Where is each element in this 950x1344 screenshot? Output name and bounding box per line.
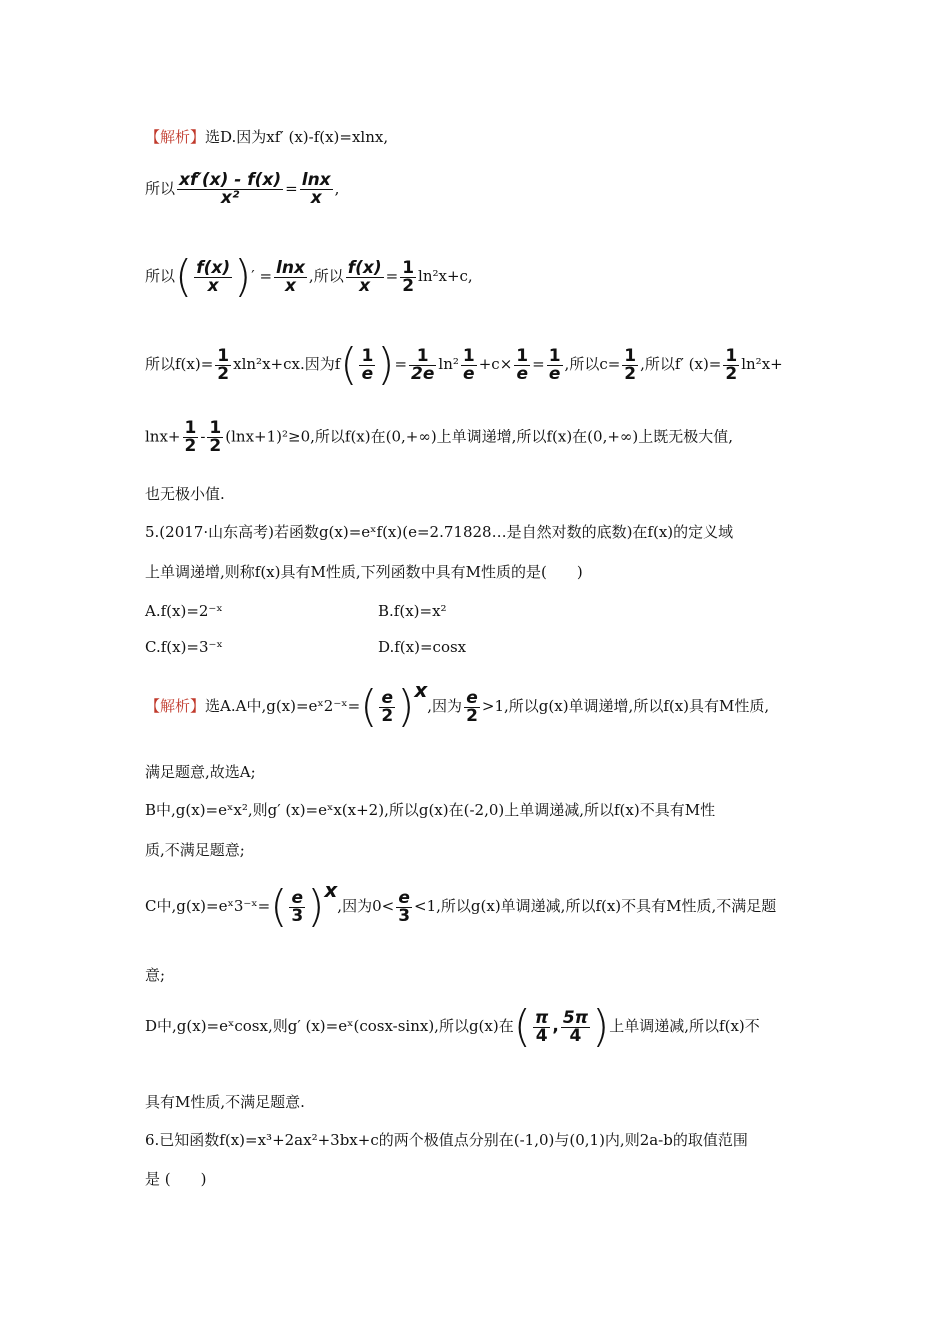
fraction [289, 887, 305, 926]
left-paren: ( [340, 339, 358, 390]
left-paren: ( [175, 251, 193, 302]
solution-5-line-7 [145, 1001, 760, 1052]
numerator: 5π [562, 1007, 589, 1028]
solution-line-1 [145, 130, 388, 145]
denominator: 2e [411, 363, 435, 384]
option-b: B.f(x)=x² [378, 602, 447, 620]
text: 选D.因为xf′ (x)-f(x)=xlnx, [205, 128, 389, 146]
solution-5-line-2: 满足题意,故选A; [145, 763, 256, 781]
text: ,所以c= [564, 355, 621, 373]
text: , [334, 179, 340, 198]
option-d: D.f(x)=cosx [378, 638, 467, 656]
fraction [400, 257, 416, 296]
question-6-line-1: 6.已知函数f(x)=x³+2ax²+3bx+c的两个极值点分别在(-1,0)与(0,1)内,则2a-b的取值范围 [145, 1131, 748, 1149]
numerator: 1 [725, 345, 738, 366]
fraction [215, 345, 231, 384]
denominator: 3 [398, 905, 411, 926]
fraction [533, 1007, 550, 1046]
fraction [379, 687, 395, 726]
left-paren: ( [513, 1001, 531, 1052]
right-paren: ) [377, 339, 395, 390]
numerator: 1 [402, 257, 415, 278]
denominator: x [359, 275, 371, 296]
text: >1,所以g(x)单调递增,所以f(x)具有M性质, [481, 697, 770, 715]
text: ,所以f′ (x)= [640, 355, 722, 373]
text: ln² [438, 355, 459, 373]
denominator: 2 [184, 436, 197, 456]
solution-5-line-1 [145, 678, 770, 732]
text: ln²x+c, [418, 267, 473, 285]
text: ln²x+ [741, 355, 783, 373]
right-paren: ) [397, 681, 415, 732]
numerator: 1 [209, 418, 222, 438]
denominator: 2 [624, 363, 637, 384]
denominator: 4 [569, 1025, 582, 1046]
denominator: x [284, 275, 296, 296]
text: xln²x+cx.因为f [233, 355, 341, 373]
text: = [285, 179, 298, 198]
fraction [346, 257, 384, 296]
numerator: 1 [548, 345, 561, 366]
fraction [177, 172, 283, 207]
left-paren: ( [270, 881, 288, 932]
option-c: C.f(x)=3⁻ˣ [145, 638, 223, 656]
text: D中,g(x)=eˣcosx,则g′ (x)=eˣ(cosx-sinx),所以g(x)在 [145, 1017, 514, 1035]
denominator: x [207, 275, 219, 296]
text: - [200, 427, 206, 446]
numerator: e [398, 887, 410, 908]
denominator: e [548, 363, 561, 384]
fraction [561, 1007, 590, 1046]
text: lnx+ [145, 427, 181, 446]
denominator: e [516, 363, 528, 384]
solution-5-line-6: 意; [145, 966, 166, 984]
numerator: 1 [516, 345, 529, 366]
numerator: π [534, 1007, 549, 1028]
fraction [409, 345, 436, 384]
numerator: lnx [301, 170, 331, 190]
question-5-line-1: 5.(2017·山东高考)若函数g(x)=eˣf(x)(e=2.71828…是自然对数的底数)在f(x)的定义域 [145, 523, 734, 541]
exponent: x [324, 878, 338, 902]
solution-line-4 [145, 339, 783, 390]
denominator: 2 [725, 363, 738, 384]
numerator: 1 [462, 345, 475, 366]
denominator: x² [220, 188, 240, 208]
denominator: 2 [209, 436, 222, 456]
denominator: e [463, 363, 475, 384]
comma: , [552, 1016, 559, 1036]
numerator: f(x) [347, 257, 382, 278]
solution-5-line-4: 质,不满足题意; [145, 841, 245, 859]
fraction [194, 257, 232, 296]
option-a: A.f(x)=2⁻ˣ [145, 602, 223, 620]
right-paren: ) [234, 251, 252, 302]
denominator: 2 [466, 705, 478, 726]
text: +c× [478, 355, 513, 373]
numerator: e [381, 687, 394, 708]
fraction [461, 345, 477, 384]
numerator: 1 [624, 345, 637, 366]
text: 上单调递减,所以f(x)不 [609, 1017, 760, 1035]
numerator: e [466, 687, 478, 708]
text: ′ = [251, 267, 273, 285]
text: = [532, 355, 545, 373]
numerator: lnx [276, 257, 305, 278]
text: <1,所以g(x)单调递减,所以f(x)不具有M性质,不满足题 [414, 897, 777, 915]
fraction [300, 172, 333, 207]
text: ,因为0< [337, 897, 395, 915]
solution-5-line-5 [145, 878, 777, 932]
text: = [385, 267, 399, 285]
solution-line-6: 也无极小值. [145, 485, 225, 503]
text: 所以 [145, 267, 176, 285]
denominator: e [361, 363, 374, 384]
right-paren: ) [592, 1001, 610, 1052]
text: C中,g(x)=eˣ3⁻ˣ= [145, 897, 271, 915]
right-paren: ) [307, 881, 325, 932]
solution-line-2 [145, 172, 339, 207]
numerator: f(x) [196, 257, 231, 278]
text: ,所以 [308, 267, 344, 285]
fraction [514, 345, 530, 384]
numerator: 1 [361, 345, 374, 366]
fraction [464, 687, 480, 726]
fraction [622, 345, 638, 384]
analysis-tag: 【解析】 [145, 697, 206, 715]
solution-line-5 [145, 420, 733, 455]
text: ,因为 [427, 697, 463, 715]
question-5-line-2: 上单调递增,则称f(x)具有M性质,下列函数中具有M性质的是( ) [145, 563, 583, 581]
numerator: 1 [416, 345, 429, 366]
numerator: e [291, 887, 304, 908]
fraction [547, 345, 563, 384]
denominator: 2 [381, 705, 394, 726]
text: (lnx+1)²≥0,所以f(x)在(0,+∞)上单调递增,所以f(x)在(0,+∞)上既无极大值, [225, 427, 734, 446]
fraction [183, 420, 199, 455]
solution-5-line-8: 具有M性质,不满足题意. [145, 1093, 305, 1111]
fraction [207, 420, 223, 455]
exponent: x [414, 678, 428, 702]
denominator: 2 [402, 275, 415, 296]
fraction [359, 345, 375, 384]
fraction [723, 345, 739, 384]
denominator: 3 [291, 905, 304, 926]
numerator: 1 [217, 345, 230, 366]
solution-line-3 [145, 251, 473, 302]
analysis-tag: 【解析】 [145, 128, 206, 146]
left-paren: ( [360, 681, 378, 732]
denominator: 4 [535, 1025, 548, 1046]
text: = [394, 355, 408, 373]
fraction [396, 887, 412, 926]
question-6-line-2: 是 ( ) [145, 1170, 207, 1188]
fraction [274, 257, 307, 296]
numerator: 1 [184, 418, 197, 438]
text: 选A.A中,g(x)=eˣ2⁻ˣ= [205, 697, 361, 715]
numerator: xf′(x) - f(x) [179, 170, 282, 190]
text: 所以 [145, 179, 176, 198]
denominator: 2 [217, 363, 230, 384]
denominator: x [310, 188, 322, 208]
text: 所以f(x)= [145, 355, 214, 373]
solution-5-line-3: B中,g(x)=eˣx²,则g′ (x)=eˣx(x+2),所以g(x)在(-2,0)上单调递减,所以f(x)不具有M性 [145, 801, 716, 819]
